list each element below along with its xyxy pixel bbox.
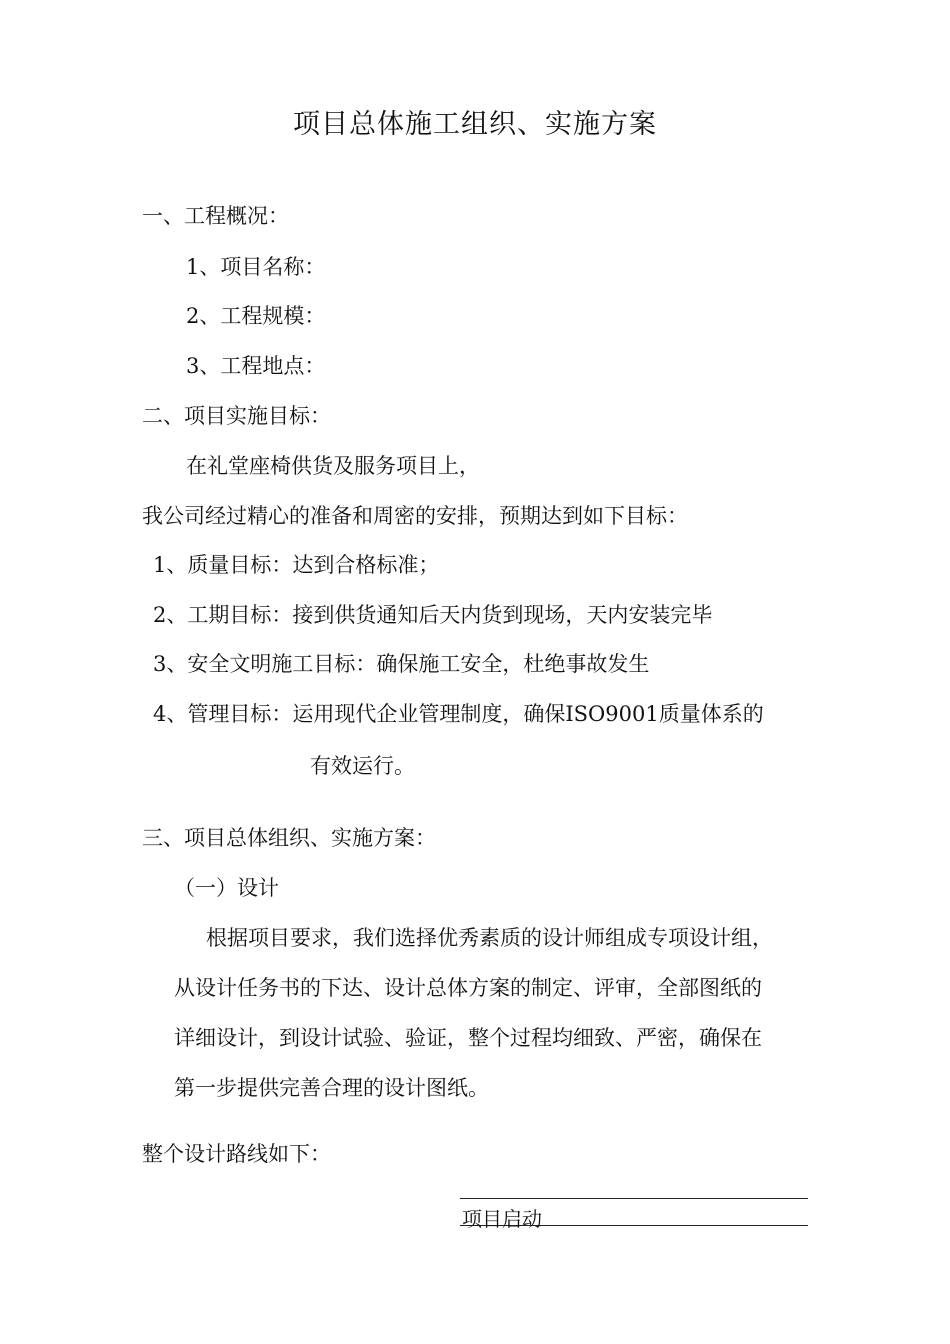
goal-schedule: 2、工期目标：接到供货通知后天内货到现场，天内安装完毕: [153, 603, 713, 627]
design-paragraph-line-1: 根据项目要求，我们选择优秀素质的设计师组成专项设计组，: [206, 926, 773, 950]
goal-management: 4、管理目标：运用现代企业管理制度，确保ISO9001质量体系的: [153, 702, 764, 726]
flow-step-label: 项目启动: [462, 1207, 542, 1231]
overview-item-scale: 2、工程规模：: [186, 304, 326, 328]
design-paragraph-line-4: 第一步提供完善合理的设计图纸。: [174, 1076, 489, 1100]
goals-intro-line-2: 我公司经过精心的准备和周密的安排，预期达到如下目标：: [142, 504, 688, 528]
document-title: 项目总体施工组织、实施方案: [293, 109, 657, 140]
design-paragraph-line-2: 从设计任务书的下达、设计总体方案的制定、评审，全部图纸的: [174, 976, 762, 1000]
flow-step-box: [460, 1198, 808, 1231]
goal-quality: 1、质量目标：达到合格标准；: [153, 553, 440, 577]
design-paragraph-line-3: 详细设计，到设计试验、验证，整个过程均细致、严密，确保在: [174, 1026, 762, 1050]
section-heading-overview: 一、工程概况：: [142, 204, 289, 228]
section-heading-goals: 二、项目实施目标：: [142, 404, 331, 428]
overview-item-location: 3、工程地点：: [186, 354, 326, 378]
goal-safety: 3、安全文明施工目标：确保施工安全，杜绝事故发生: [153, 652, 650, 676]
section-heading-plan: 三、项目总体组织、实施方案：: [142, 826, 436, 850]
design-route-label: 整个设计路线如下：: [142, 1142, 331, 1166]
sub-heading-design: （一）设计: [174, 876, 279, 900]
goals-intro-line-1: 在礼堂座椅供货及服务项目上，: [186, 454, 480, 478]
overview-item-project-name: 1、项目名称：: [186, 255, 326, 279]
goal-management-continued: 有效运行。: [310, 754, 415, 778]
